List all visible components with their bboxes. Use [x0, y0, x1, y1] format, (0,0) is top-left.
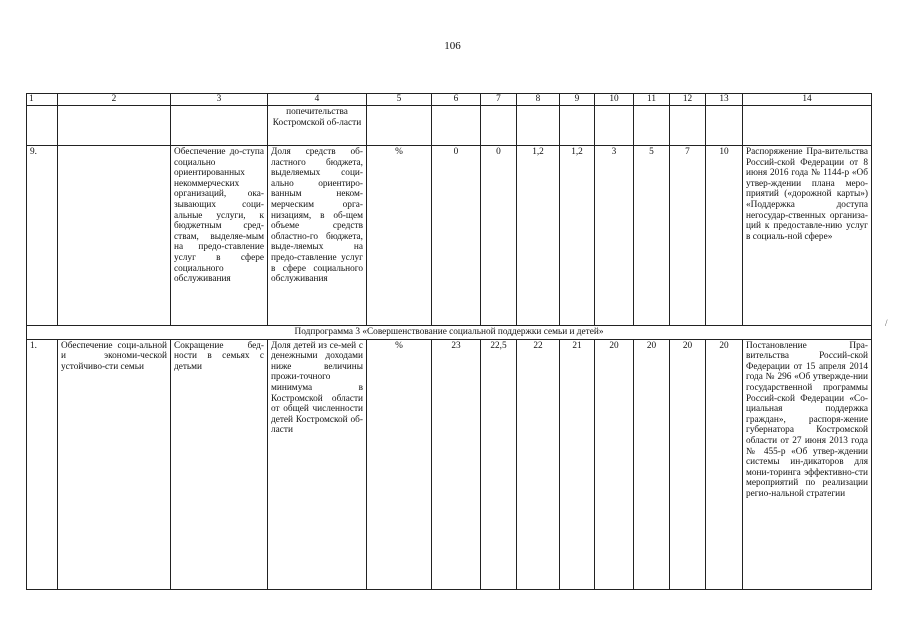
task-cell: Сокращение бед-ности в семьях с детьми	[171, 339, 268, 589]
header-cell: 3	[171, 94, 268, 106]
value-cell: 21	[560, 339, 595, 589]
value-cell: 0	[481, 146, 517, 326]
value-cell: 23	[432, 339, 481, 589]
goal-cell	[58, 146, 171, 326]
indicator-cell: Доля средств об-ластного бюджета, выделяемых соци-ально ориентиро-ванным неком-мерческим орга-низациям, в об-щем объеме средств областно-го бюджета, выде-ляемых на предо-ставление услуг в сфере социального обслуживания	[268, 146, 367, 326]
table-row	[27, 339, 872, 589]
value-cell: 20	[670, 339, 706, 589]
basis-cell: Распоряжение Пра-вительства Россий-ской Федерации от 8 июня 2016 года № 1144-р «Об утвер-ждении плана меро-приятий («дорожной карты») «Поддержка доступа негосудар-ственных организа-ций к предоставле-нию услуг в социаль-ной сфере»	[743, 146, 872, 326]
value-cell: 22,5	[481, 339, 517, 589]
basis-cell: Постановление Пра-вительства Россий-ской Федерации от 15 апреля 2014 года № 296 «Об утвержде-нии государственной программы Россий-ской Федерации «Со-циальная поддержка граждан», распоря-жение губернатора Костромской области от 27 июня 2013 года № 455-р «Об утвер-ждении системы ин-дикаторов для мони-торинга эффективно-сти мероприятий по реализации регио-нальной стратегии	[743, 339, 872, 589]
value-cell: 1,2	[560, 146, 595, 326]
indicators-table	[26, 93, 872, 590]
value-cell: 20	[634, 339, 670, 589]
continuation-row	[27, 106, 872, 146]
header-cell: 13	[706, 94, 743, 106]
unit-cell: %	[367, 339, 432, 589]
task-cell: Обеспечение до-ступа социально ориентированных некоммерческих организаций, ока-зывающих соци-альные услуги, к бюджетным сред-ствам, выделяе-мым на предо-ставление услуг в сфере социального обслуживания	[171, 146, 268, 326]
value-cell: 0	[432, 146, 481, 326]
value-cell: 3	[595, 146, 634, 326]
header-cell: 6	[432, 94, 481, 106]
indicator-cell: Доля детей из се-мей с денежными доходами ниже величины прожи-точного минимума в Костромской области от общей численности детей Костромской об-ласти	[268, 339, 367, 589]
indicator-cell: попечительства Костромской об-ласти	[268, 106, 367, 146]
header-cell: 9	[560, 94, 595, 106]
header-cell: 12	[670, 94, 706, 106]
subprogram-row	[27, 326, 872, 340]
header-cell: 11	[634, 94, 670, 106]
value-cell: 1,2	[517, 146, 560, 326]
header-cell: 7	[481, 94, 517, 106]
value-cell: 20	[595, 339, 634, 589]
header-cell: 10	[595, 94, 634, 106]
row-number: 9.	[27, 146, 58, 326]
table-row	[27, 146, 872, 326]
header-cell: 8	[517, 94, 560, 106]
value-cell: 7	[670, 146, 706, 326]
header-cell: 14	[743, 94, 872, 106]
value-cell: 22	[517, 339, 560, 589]
header-cell: 2	[58, 94, 171, 106]
header-cell: 5	[367, 94, 432, 106]
header-row	[27, 94, 872, 106]
page-number: 106	[444, 40, 461, 52]
header-cell: 4	[268, 94, 367, 106]
value-cell: 20	[706, 339, 743, 589]
margin-mark: /	[885, 318, 888, 328]
subprogram-title: Подпрограмма 3 «Совершенствование социальной поддержки семьи и детей»	[27, 326, 872, 340]
value-cell: 10	[706, 146, 743, 326]
header-cell: 1	[27, 94, 58, 106]
row-number: 1.	[27, 339, 58, 589]
unit-cell: %	[367, 146, 432, 326]
goal-cell: Обеспечение соци-альной и экономи-ческой устойчиво-сти семьи	[58, 339, 171, 589]
value-cell: 5	[634, 146, 670, 326]
